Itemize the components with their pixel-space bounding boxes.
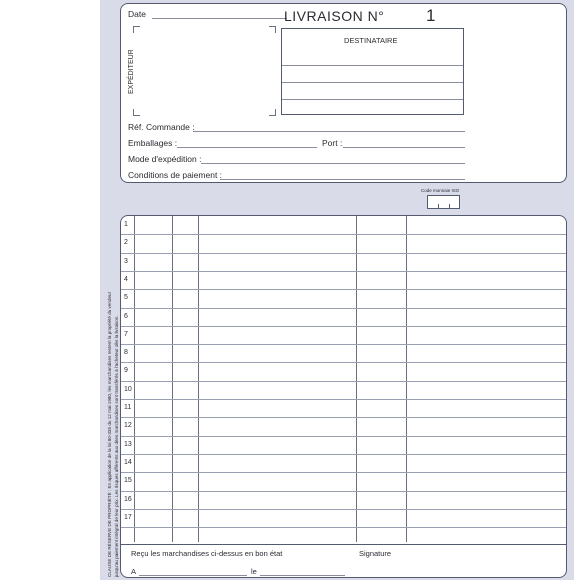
row-number: 14	[124, 458, 132, 466]
table-row[interactable]	[121, 381, 566, 399]
row-number: 7	[124, 330, 128, 338]
clause-line-1: CLAUSE DE RÉSERVE DE PROPRIÉTÉ : En application de la loi 80-335 du 12 mai 1980, les marchandises restent la propriété du vendeur	[107, 291, 112, 577]
currency-code-label: Code monnaie ISO	[421, 188, 460, 193]
row-number: 6	[124, 312, 128, 320]
row-number: 13	[124, 440, 132, 448]
row-number: 5	[124, 294, 128, 302]
row-divider	[121, 436, 566, 437]
table-row[interactable]	[121, 253, 566, 271]
row-number: 4	[124, 275, 128, 283]
table-row[interactable]	[121, 509, 566, 527]
table-row[interactable]	[121, 417, 566, 435]
emballages-label: Emballages :	[128, 138, 178, 148]
recipient-box[interactable]	[281, 28, 464, 115]
ref-commande-field[interactable]	[193, 131, 465, 132]
port-field[interactable]	[343, 147, 465, 148]
recipient-label: DESTINATAIRE	[344, 36, 398, 45]
table-row[interactable]	[121, 491, 566, 509]
table-row[interactable]	[121, 308, 566, 326]
conditions-paiement-label: Conditions de paiement :	[128, 170, 223, 180]
row-divider	[121, 417, 566, 418]
header-section	[120, 3, 567, 183]
row-number: 1	[124, 221, 128, 228]
row-divider	[121, 454, 566, 455]
table-row[interactable]	[121, 472, 566, 490]
row-divider	[121, 399, 566, 400]
row-number: 17	[124, 513, 132, 521]
sender-label: EXPÉDITEUR	[128, 49, 135, 94]
table-row[interactable]	[121, 454, 566, 472]
row-number: 3	[124, 257, 128, 265]
emballages-field[interactable]	[177, 147, 317, 148]
row-divider	[121, 381, 566, 382]
signature-label: Signature	[359, 549, 392, 558]
row-number: 11	[124, 404, 132, 411]
row-divider	[121, 271, 566, 272]
port-label: Port :	[322, 138, 343, 148]
row-divider	[121, 253, 566, 254]
table-row[interactable]	[121, 326, 566, 344]
mode-expedition-label: Mode d'expédition :	[128, 154, 202, 164]
table-row[interactable]	[121, 436, 566, 454]
row-number: 15	[124, 477, 132, 485]
row-divider	[121, 326, 566, 327]
received-text: Reçu les marchandises ci-dessus en bon état	[131, 549, 283, 558]
table-row[interactable]	[121, 289, 566, 307]
row-number: 9	[124, 367, 128, 375]
date-label: Date	[128, 9, 146, 19]
row-divider	[121, 234, 566, 235]
table-row[interactable]	[121, 271, 566, 289]
row-divider	[121, 362, 566, 363]
row-divider	[121, 289, 566, 290]
a-field[interactable]	[139, 575, 247, 576]
row-number: 16	[124, 495, 132, 503]
items-table	[120, 215, 567, 578]
form-title: LIVRAISON N°	[284, 8, 385, 24]
delivery-form-page	[100, 0, 574, 580]
row-divider	[121, 491, 566, 492]
a-label: A	[131, 567, 137, 576]
table-row[interactable]	[121, 344, 566, 362]
conditions-paiement-field[interactable]	[220, 179, 465, 180]
currency-code-box[interactable]	[427, 195, 460, 209]
row-number: 12	[124, 422, 132, 430]
row-number: 8	[124, 349, 128, 357]
table-row[interactable]	[121, 216, 566, 234]
row-divider	[121, 344, 566, 345]
mode-expedition-field[interactable]	[201, 163, 465, 164]
date-field[interactable]	[152, 18, 287, 19]
clause-line-2: jusqu'au paiement intégral de leur prix. Les risques afférents aux dites marchandises sont transférés à l'acheteur dès la livraison.	[114, 315, 119, 577]
ref-commande-label: Réf. Commande :	[128, 122, 195, 132]
sender-area[interactable]	[128, 26, 276, 116]
row-number: 2	[124, 239, 128, 247]
form-number: 1	[426, 6, 436, 25]
row-divider	[121, 509, 566, 510]
row-divider	[121, 527, 566, 528]
row-divider	[121, 472, 566, 473]
table-row[interactable]	[121, 234, 566, 252]
table-row[interactable]	[121, 362, 566, 380]
row-number: 10	[124, 385, 132, 393]
le-field[interactable]	[260, 575, 345, 576]
row-divider	[121, 308, 566, 309]
table-row[interactable]	[121, 399, 566, 417]
le-label: le	[251, 567, 257, 576]
